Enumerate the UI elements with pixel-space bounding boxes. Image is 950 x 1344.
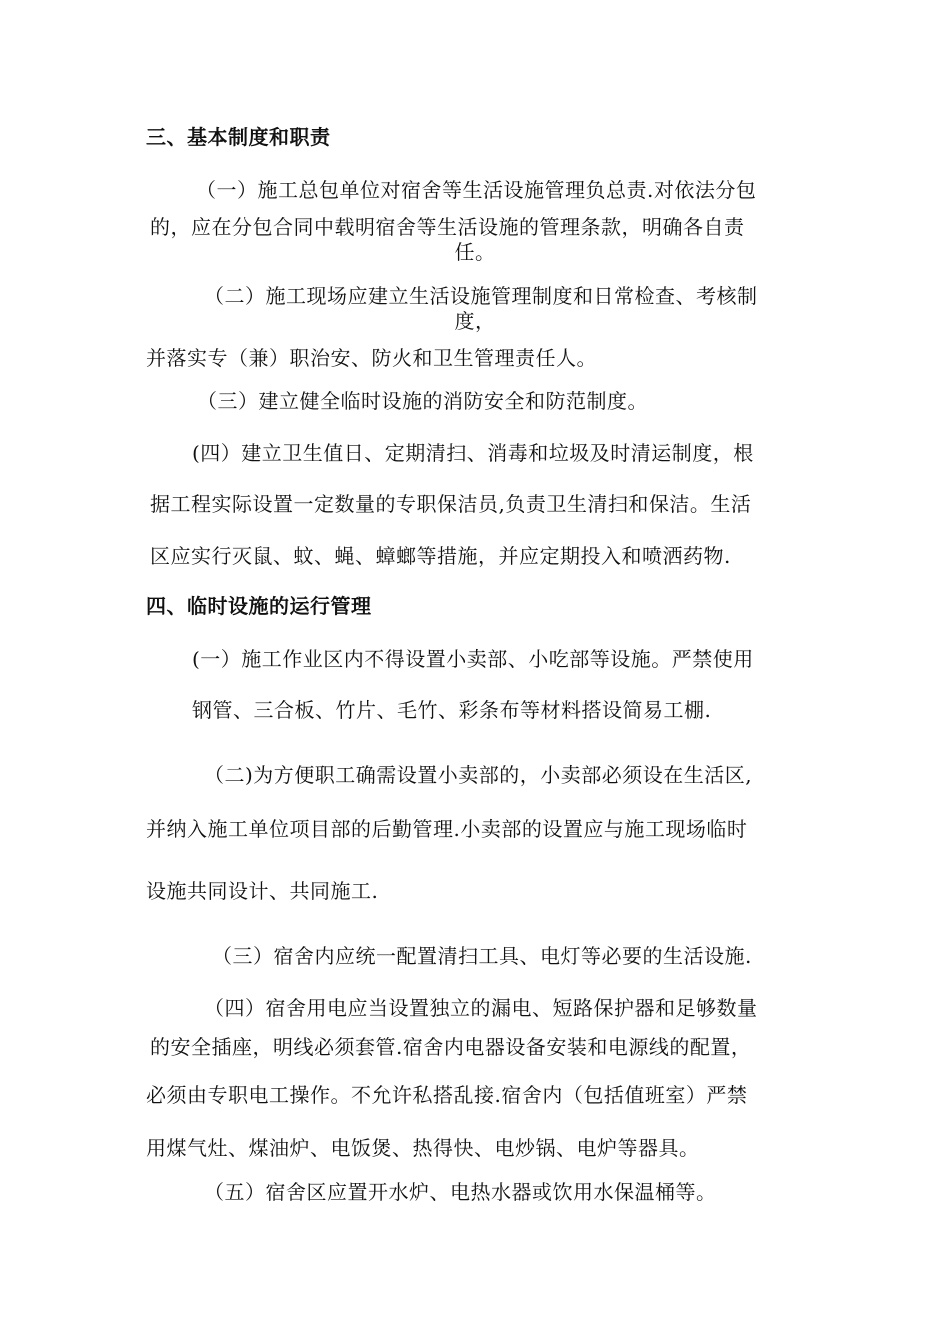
s3-p1-line2: 的，应在分包合同中载明宿舍等生活设施的管理条款，明确各自责 bbox=[150, 215, 745, 239]
s4-p1-line1: (一）施工作业区内不得设置小卖部、小吃部等设施。严禁使用 bbox=[192, 647, 754, 671]
s4-p2-line1: （二)为方便职工确需设置小卖部的，小卖部必须设在生活区, bbox=[204, 763, 753, 787]
s4-p2-line3: 设施共同设计、共同施工. bbox=[146, 879, 379, 903]
s4-p4-line2: 的安全插座，明线必须套管.宿舍内电器设备安装和电源线的配置， bbox=[150, 1035, 752, 1059]
s3-p4-line1: (四）建立卫生值日、定期清扫、消毒和垃圾及时清运制度，根 bbox=[192, 441, 754, 465]
s3-p4-line3: 区应实行灭鼠、蚊、蝇、蟑螂等措施，并应定期投入和喷洒药物. bbox=[150, 544, 731, 568]
s3-p2-line1: （二）施工现场应建立生活设施管理制度和日常检查、考核制 bbox=[204, 284, 758, 308]
s3-p2-line2: 度， bbox=[454, 309, 496, 333]
section-3-heading: 三、基本制度和职责 bbox=[146, 125, 331, 149]
s4-p3-line1: （三）宿舍内应统一配置清扫工具、电灯等必要的生活设施. bbox=[212, 944, 752, 968]
s3-p1-line3: 任。 bbox=[454, 240, 496, 264]
s4-p1-line2: 钢管、三合板、竹片、毛竹、彩条布等材料搭设简易工棚. bbox=[192, 698, 712, 722]
section-4-heading: 四、临时设施的运行管理 bbox=[146, 594, 372, 618]
s4-p4-line3: 必须由专职电工操作。不允许私搭乱接.宿舍内（包括值班室）严禁 bbox=[146, 1083, 748, 1107]
s4-p4-line1: （四）宿舍用电应当设置独立的漏电、短路保护器和足够数量 bbox=[204, 996, 758, 1020]
s3-p1-line1: （一）施工总包单位对宿舍等生活设施管理负总责.对依法分包 bbox=[196, 178, 757, 202]
s4-p5-line1: （五）宿舍区应置开水炉、电热水器或饮用水保温桶等。 bbox=[204, 1180, 717, 1204]
s4-p4-line4: 用煤气灶、煤油炉、电饭煲、热得快、电炒锅、电炉等器具。 bbox=[146, 1136, 700, 1160]
s3-p2-line3: 并落实专（兼）职治安、防火和卫生管理责任人。 bbox=[146, 346, 597, 370]
s4-p2-line2: 并纳入施工单位项目部的后勤管理.小卖部的设置应与施工现场临时 bbox=[146, 817, 748, 841]
s3-p3-line1: （三）建立健全临时设施的消防安全和防范制度。 bbox=[197, 389, 648, 413]
s3-p4-line2: 据工程实际设置一定数量的专职保洁员,负责卫生清扫和保洁。生活 bbox=[150, 492, 752, 516]
